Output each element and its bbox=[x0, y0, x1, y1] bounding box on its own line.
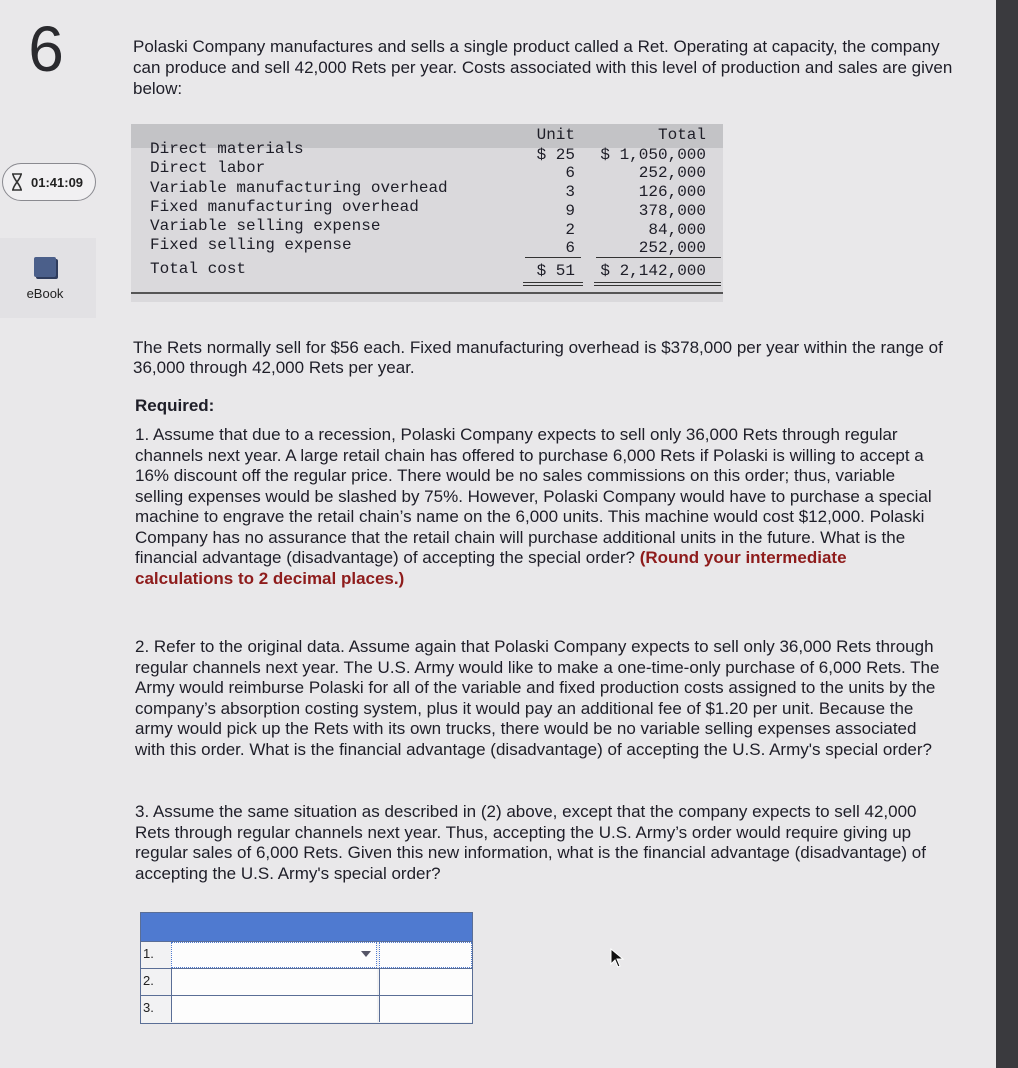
unit-header: Unit bbox=[536, 126, 575, 144]
total-header: Total bbox=[657, 126, 706, 144]
book-icon bbox=[34, 257, 56, 277]
total-total-double-rule bbox=[594, 282, 721, 286]
answer-2-dropdown[interactable] bbox=[171, 969, 377, 995]
cost-table-bottom-border bbox=[131, 292, 723, 294]
total-cost-label: Total cost bbox=[150, 260, 247, 278]
total-cost-unit: $ 51 bbox=[536, 262, 575, 280]
screen-edge bbox=[996, 0, 1018, 1068]
requirement-3: 3. Assume the same situation as described in (2) above, except that the company expects to sell 42,000 Rets through regular channels next year. Thus, accepting the U.S. Army’s order would require giving up regular sales of 6,000 Rets. Given this new information, what is the financial advantage (disadvantage) of accepting the U.S. Army's special order? bbox=[135, 802, 926, 883]
answer-table bbox=[140, 912, 473, 1024]
cost-row-unit: $ 25 bbox=[536, 146, 575, 164]
cost-row-total: 252,000 bbox=[638, 164, 706, 182]
requirement-1-text: 1. Assume that due to a recession, Polaski Company expects to sell only 36,000 Rets through regular channels next year. A large retail chain has offered to purchase 6,000 Rets if Polaski is willing to accept a 16% discount off the regular price. There would be no sales commissions on this order; thus, variable selling expenses would be slashed by 75%. However, Polaski Company would have to purchase a special machine to engrave the retail chain’s name on the 6,000 units. This machine would cost $12,000. Polaski Company has no assurance that the retail chain will purchase additional units in the future. What is the financial advantage (disadvantage) of accepting the special order? bbox=[135, 425, 932, 567]
sidebar bbox=[0, 0, 96, 320]
cost-row-total: $ 1,050,000 bbox=[600, 146, 706, 164]
answer-1-amount-input[interactable] bbox=[379, 942, 472, 968]
cost-row-unit: 2 bbox=[565, 221, 575, 239]
timer-value: 01:41:09 bbox=[31, 175, 84, 190]
timer-badge[interactable] bbox=[2, 163, 96, 201]
answer-table-header bbox=[141, 913, 472, 941]
cost-table bbox=[131, 124, 723, 302]
cost-row-unit: 3 bbox=[565, 183, 575, 201]
answer-row-number: 3. bbox=[143, 1000, 154, 1015]
answer-2-amount-input[interactable] bbox=[379, 969, 472, 995]
answer-1-dropdown[interactable] bbox=[171, 942, 377, 968]
rounding-note: (Round your intermediate calculations to 2 decimal places.) bbox=[135, 548, 847, 588]
hourglass-icon bbox=[11, 173, 23, 191]
mouse-cursor-icon bbox=[610, 948, 626, 968]
cost-row-label: Variable manufacturing overhead bbox=[150, 179, 448, 197]
cost-row-label: Direct labor bbox=[150, 159, 266, 177]
cost-row-total: 84,000 bbox=[648, 221, 706, 239]
ebook-label: eBook bbox=[26, 286, 64, 301]
requirement-1 bbox=[135, 425, 943, 589]
cost-row-unit: 6 bbox=[565, 239, 575, 257]
chevron-down-icon[interactable] bbox=[361, 951, 371, 957]
answer-row-number: 2. bbox=[143, 973, 154, 988]
cost-row-unit: 9 bbox=[565, 202, 575, 220]
answer-3-amount-input[interactable] bbox=[379, 996, 472, 1022]
total-subtotal-rule bbox=[596, 257, 721, 258]
answer-row bbox=[141, 968, 472, 995]
cost-row-label: Direct materials bbox=[150, 140, 304, 158]
cost-row-label: Fixed selling expense bbox=[150, 236, 352, 254]
total-cost-total: $ 2,142,000 bbox=[600, 262, 706, 280]
requirement-2: 2. Refer to the original data. Assume again that Polaski Company expects to sell only 36,000 Rets through regular channels next year. The U.S. Army would like to make a one-time-only purchase of 6,000 Rets. The Army would reimburse Polaski for all of the variable and fixed production costs assigned to the units by the company’s absorption costing system, plus it would pay an additional fee of $1.20 per unit. Because the army would pick up the Rets with its own trucks, there would be no variable selling expenses associated with this order. What is the financial advantage (disadvantage) of accepting the U.S. Army's special order? bbox=[135, 637, 940, 759]
selling-price-paragraph: The Rets normally sell for $56 each. Fixed manufacturing overhead is $378,000 per year within the range of 36,000 through 42,000 Rets per year. bbox=[133, 338, 943, 377]
answer-row bbox=[141, 941, 472, 968]
answer-row-number: 1. bbox=[143, 946, 154, 961]
cost-row-label: Variable selling expense bbox=[150, 217, 381, 235]
cost-row-total: 378,000 bbox=[638, 202, 706, 220]
answer-3-dropdown[interactable] bbox=[171, 996, 377, 1022]
unit-total-double-rule bbox=[523, 282, 583, 286]
problem-intro: Polaski Company manufactures and sells a single product called a Ret. Operating at capacity, the company can produce and sell 42,000 Rets per year. Costs associated with this level of production and sales are given below: bbox=[133, 37, 953, 98]
cost-row-total: 252,000 bbox=[638, 239, 706, 257]
question-number: 6 bbox=[28, 13, 64, 85]
answer-row bbox=[141, 995, 472, 1022]
unit-subtotal-rule bbox=[525, 257, 581, 258]
required-heading: Required: bbox=[135, 396, 215, 415]
ebook-button[interactable] bbox=[0, 238, 96, 318]
cost-row-unit: 6 bbox=[565, 164, 575, 182]
cost-row-total: 126,000 bbox=[638, 183, 706, 201]
cost-row-label: Fixed manufacturing overhead bbox=[150, 198, 419, 216]
